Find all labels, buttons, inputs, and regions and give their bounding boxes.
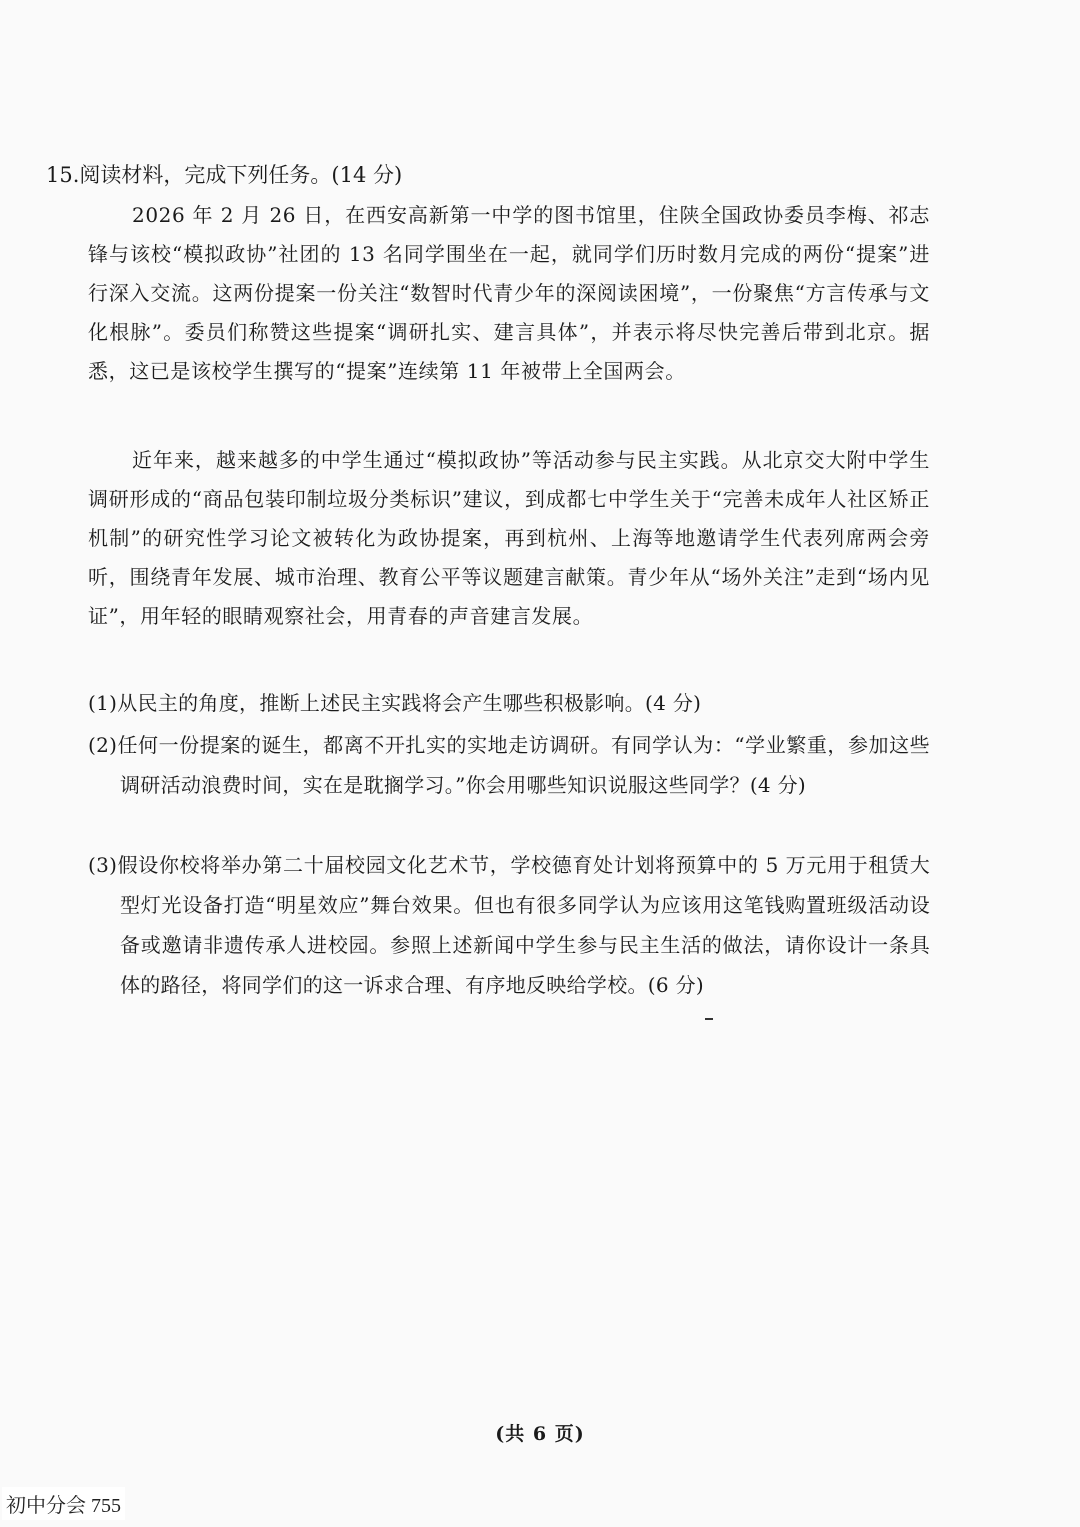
task-3: (3)假设你校将举办第二十届校园文化艺术节，学校德育处计划将预算中的 5 万元用于租赁大型灯光设备打造“明星效应”舞台效果。但也有很多同学认为应该用这笔钱购置班级活动设备或邀请非遗传承人进校园。参照上述新闻中学生参与民主生活的做法，请你设计一条具体的路径，将同学们的这一诉求合理、有序地反映给学校。(6 分) (88, 853, 930, 997)
stray-mark (705, 1018, 713, 1020)
watermark-label: 初中分会 755 (2, 1487, 125, 1520)
material-paragraph-1: 2026 年 2 月 26 日，在西安高新第一中学的图书馆里，住陕全国政协委员李梅、祁志锋与该校“模拟政协”社团的 13 名同学围坐在一起，就同学们历时数月完成的两份“提案”进行深入交流。这两份提案一份关注“数智时代青少年的深阅读困境”，一份聚焦“方言传承与文化根脉”。委员们称赞这些提案“调研扎实、建言具体”，并表示将尽快完善后带到北京。据悉，这已是该校学生撰写的“提案”连续第 11 年被带上全国两会。 (88, 203, 930, 383)
page-count-footer: (共 6 页) (495, 1423, 585, 1445)
question-title: 15.阅读材料，完成下列任务。(14 分) (46, 163, 403, 187)
task-1: (1)从民主的角度，推断上述民主实践将会产生哪些积极影响。(4 分) (88, 691, 702, 715)
material-paragraph-2: 近年来，越来越多的中学生通过“模拟政协”等活动参与民主实践。从北京交大附中学生调研形成的“商品包装印制垃圾分类标识”建议，到成都七中学生关于“完善未成年人社区矫正机制”的研究性学习论文被转化为政协提案，再到杭州、上海等地邀请学生代表列席两会旁听，围绕青年发展、城市治理、教育公平等议题建言献策。青少年从“场外关注”走到“场内见证”，用年轻的眼睛观察社会，用青春的声音建言发展。 (88, 448, 930, 628)
task-2: (2)任何一份提案的诞生，都离不开扎实的实地走访调研。有同学认为：“学业繁重，参加这些调研活动浪费时间，实在是耽搁学习。”你会用哪些知识说服这些同学？(4 分) (88, 733, 930, 797)
